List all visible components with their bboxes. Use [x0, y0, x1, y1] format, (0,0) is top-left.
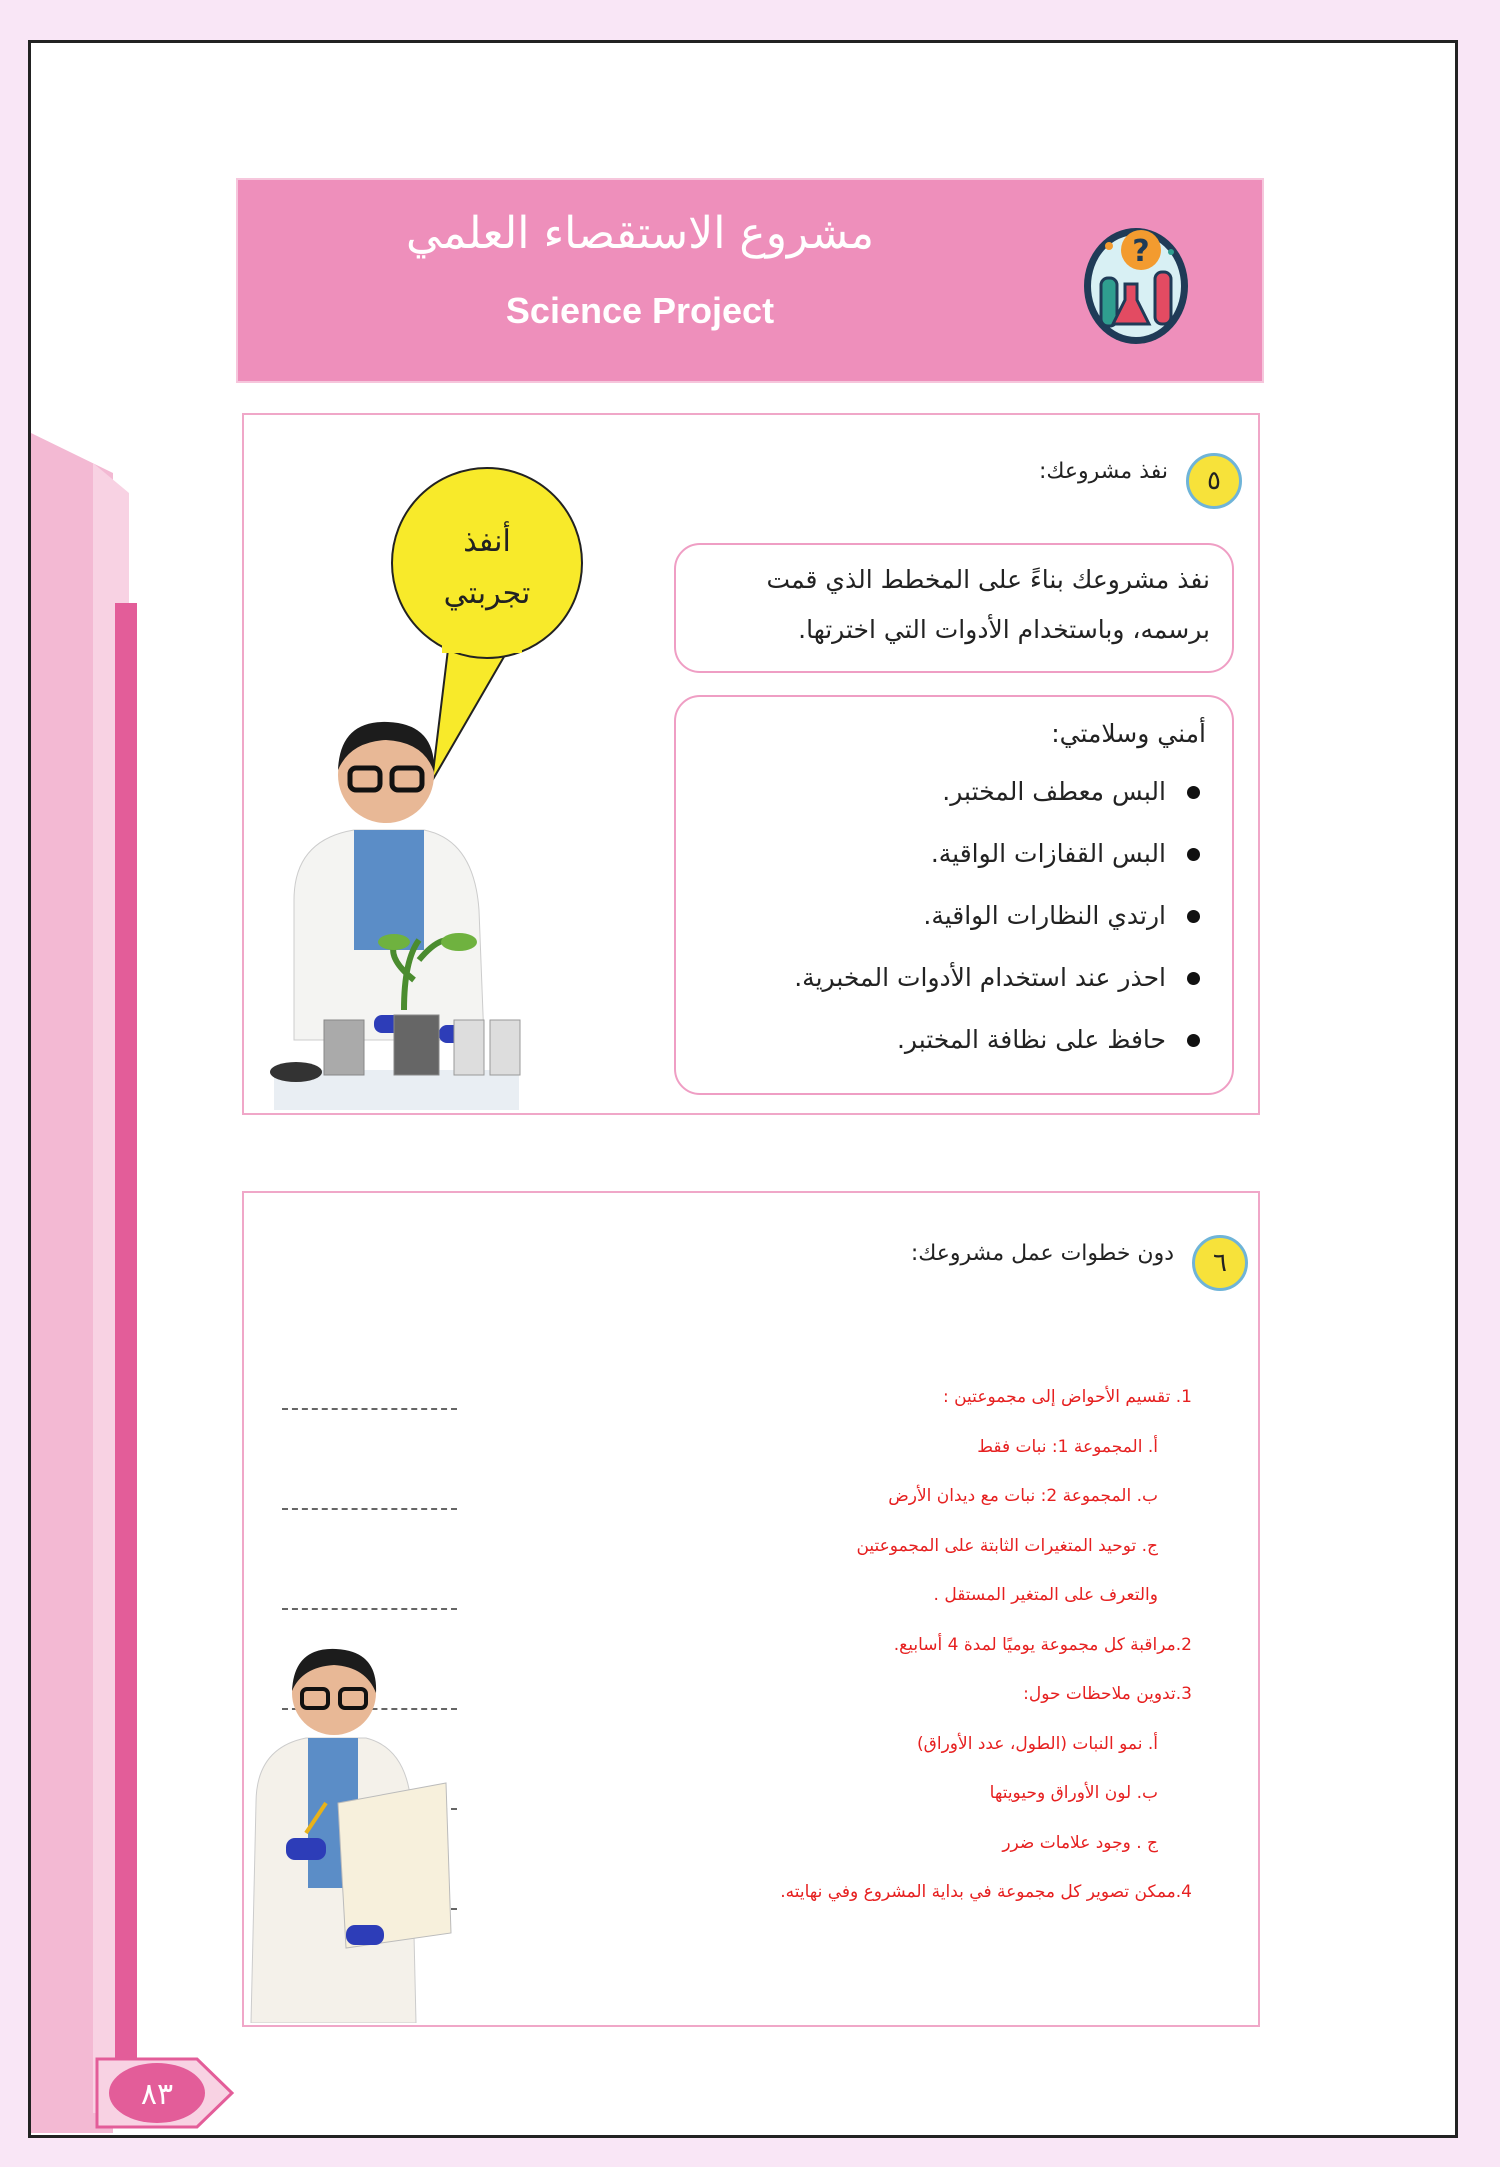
list-item: ب. المجموعة 2: نبات مع ديدان الأرض	[888, 1486, 1158, 1506]
svg-text:?: ?	[1132, 234, 1150, 269]
writing-line	[282, 1608, 457, 1610]
section-heading: نفذ مشروعك:	[1038, 459, 1168, 484]
safety-heading: أمني وسلامتي:	[1051, 719, 1206, 748]
flask-question-icon	[1079, 216, 1194, 348]
list-item: ارتدي النظارات الواقية.	[702, 885, 1206, 947]
list-item: أ. نمو النبات (الطول، عدد الأوراق)	[917, 1733, 1158, 1754]
project-description: نفذ مشروعك بناءً على المخطط الذي قمت برسمه، وباستخدام الأدوات التي اخترتها.	[766, 565, 1210, 644]
list-item: 1. تقسيم الأحواض إلى مجموعتين :	[942, 1387, 1192, 1407]
safety-box	[674, 695, 1234, 1095]
page-number: ٨٣	[140, 2077, 174, 2112]
page-number-tab	[87, 2053, 237, 2133]
project-description-box	[674, 543, 1234, 673]
list-item: والتعرف على المتغير المستقل .	[933, 1585, 1158, 1605]
list-item: 4.ممكن تصوير كل مجموعة في بداية المشروع وفي نهايته.	[780, 1882, 1192, 1902]
step-number-badge: ٥	[1186, 453, 1242, 509]
safety-list	[702, 761, 1206, 1071]
page-title-english: Science Project	[505, 290, 775, 331]
list-item: 2.مراقبة كل مجموعة يوميًا لمدة 4 أسابيع.	[893, 1634, 1192, 1655]
section-heading: دون خطوات عمل مشروعك:	[910, 1241, 1174, 1266]
list-item: البس معطف المختبر.	[702, 761, 1206, 823]
writing-line	[282, 1508, 457, 1510]
student-lab-illustration	[254, 680, 544, 1110]
section-execute-project	[242, 413, 1260, 1115]
section-record-steps	[242, 1191, 1260, 2027]
writing-line	[282, 1408, 457, 1410]
project-steps-list	[432, 1373, 1192, 1918]
list-item: ج. توحيد المتغيرات الثابتة على المجموعتين	[856, 1535, 1158, 1556]
list-item: أ. المجموعة 1: نبات فقط	[977, 1436, 1158, 1457]
list-item: ج . وجود علامات ضرر	[1002, 1832, 1158, 1853]
list-item: ب. لون الأوراق وحيويتها	[989, 1783, 1158, 1803]
header-banner	[236, 178, 1264, 383]
speech-bubble-line: تجربتي	[443, 576, 531, 611]
decorative-stripe	[115, 603, 137, 2103]
step-number-badge: ٦	[1192, 1235, 1248, 1291]
student-writing-illustration	[246, 1633, 456, 2023]
list-item: حافظ على نظافة المختبر.	[702, 1009, 1206, 1071]
book-page	[28, 40, 1458, 2138]
list-item: احذر عند استخدام الأدوات المخبرية.	[702, 947, 1206, 1009]
list-item: البس القفازات الواقية.	[702, 823, 1206, 885]
page-title-arabic: مشروع الاستقصاء العلمي	[405, 208, 875, 259]
list-item: 3.تدوين ملاحظات حول:	[1023, 1684, 1192, 1704]
speech-bubble-line: أنفذ	[463, 524, 511, 559]
